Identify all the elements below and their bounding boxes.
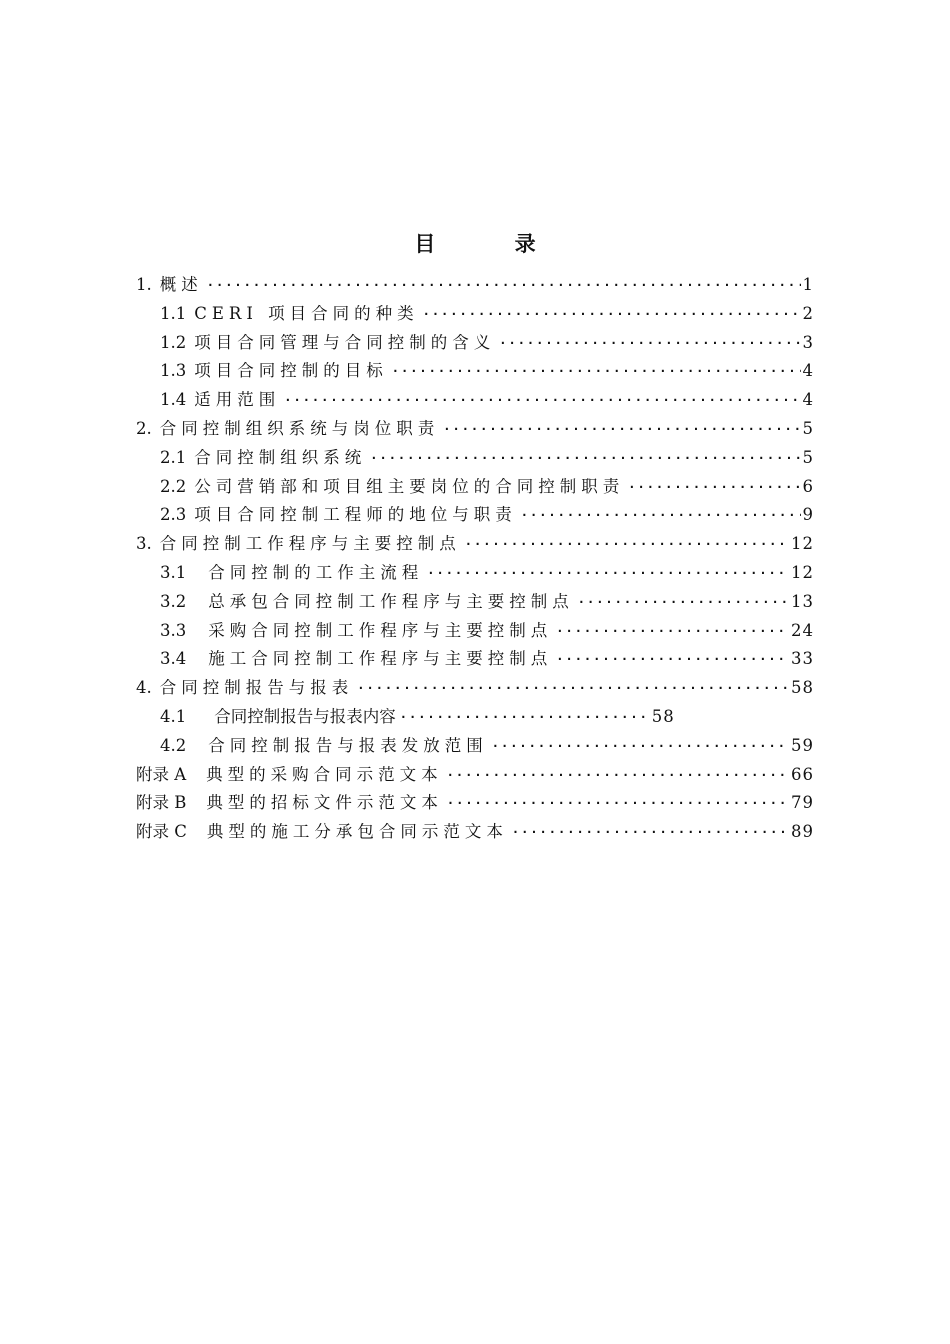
toc-entry-number: 3.2 [160,591,187,611]
toc-leader-dots [447,764,789,780]
toc-entry-number: 1.3 [160,361,187,381]
toc-leader-dots [521,504,801,520]
toc-entry-label: 合同控制报告与报表发放范围 [208,735,488,755]
toc-entry-page: 9 [802,505,814,525]
toc-entry[interactable] [136,645,814,674]
toc-entry[interactable] [136,559,814,588]
toc-leader-dots [499,332,800,348]
toc-entry-page: 59 [791,735,814,755]
toc-leader-dots [357,677,789,693]
toc-entry[interactable] [136,732,814,761]
toc-leader-dots [512,821,789,837]
toc-entry-label: CERI 项目合同的种类 [194,303,419,323]
toc-entry[interactable] [136,300,814,329]
toc-entry-number: 1.4 [160,390,187,410]
toc-entry-page: 6 [802,476,814,496]
toc-entry[interactable] [136,501,814,530]
toc-entry-number: 附录 C [136,822,187,842]
toc-entry-label: 典型的招标文件示范文本 [206,793,443,813]
toc-entry[interactable] [136,386,814,415]
toc-entry-number: 附录 A [136,764,187,784]
toc-entry-label: 项目合同控制工程师的地位与职责 [194,505,517,525]
toc-entry[interactable] [136,761,814,790]
toc-entry-page: 89 [791,822,814,842]
toc-entry-label: 项目合同控制的目标 [194,361,388,381]
toc-entry-label: 合同控制工作程序与主要控制点 [159,534,461,554]
toc-entry[interactable] [136,473,814,502]
toc-entry[interactable] [136,329,814,358]
toc-entry-label: 适用范围 [194,390,281,410]
toc-leader-dots [556,648,789,664]
toc-entry-page: 12 [791,534,814,554]
toc-entry[interactable] [136,357,814,386]
toc-entry-label: 典型的采购合同示范文本 [206,764,443,784]
toc-entry[interactable] [136,818,814,847]
toc-entry-number: 2.3 [160,505,187,525]
toc-entry[interactable] [136,617,814,646]
toc-entry-label: 合同控制的工作主流程 [208,562,424,582]
toc-entry-label: 施工合同控制工作程序与主要控制点 [208,649,553,669]
toc-entry-page: 13 [791,591,814,611]
toc-entry-page: 58 [791,678,814,698]
table-of-contents [136,271,814,847]
toc-leader-dots [628,476,800,492]
toc-entry-number: 4.2 [160,735,187,755]
toc-entry-page: 2 [802,303,814,323]
toc-entry-page: 5 [802,418,814,438]
toc-entry-label: 公司营销部和项目组主要岗位的合同控制职责 [194,476,625,496]
page-title: 目 录 [414,232,572,256]
toc-entry[interactable] [136,789,814,818]
toc-entry[interactable] [136,703,814,732]
toc-entry-number: 3. [136,534,152,554]
toc-entry-number: 3.3 [160,620,187,640]
toc-entry-page: 4 [802,390,814,410]
toc-entry-page: 66 [791,764,814,784]
toc-entry-number: 3.1 [160,562,187,582]
toc-entry[interactable] [136,588,814,617]
toc-entry-number: 1. [136,275,152,294]
toc-entry-label: 概述 [159,275,203,294]
toc-entry[interactable] [136,674,814,703]
toc-entry-page: 4 [802,361,814,381]
toc-entry[interactable] [136,271,814,300]
toc-entry-number: 2.1 [160,447,187,467]
toc-entry-label: 典型的施工分承包合同示范文本 [206,822,508,842]
toc-entry-page: 3 [802,332,814,352]
toc-entry-page: 5 [802,447,814,467]
toc-leader-dots [492,735,789,751]
toc-entry-page: 12 [791,562,814,582]
toc-leader-dots [556,620,789,636]
toc-entry-number: 1.2 [160,332,187,352]
toc-entry-number: 1.1 [160,303,187,323]
toc-entry-label: 合同控制组织系统 [194,447,367,467]
toc-leader-dots [370,447,800,463]
toc-leader-dots [447,792,789,808]
toc-entry-label: 项目合同管理与合同控制的含义 [194,332,496,352]
toc-leader-dots [400,706,650,722]
toc-entry-page: 24 [791,620,814,640]
toc-leader-dots [443,418,800,434]
toc-entry-number: 2.2 [160,476,187,496]
toc-leader-dots [427,562,789,578]
toc-entry[interactable] [136,530,814,559]
toc-entry[interactable] [136,415,814,444]
toc-entry-label: 采购合同控制工作程序与主要控制点 [208,620,553,640]
toc-entry[interactable] [136,444,814,473]
toc-leader-dots [465,533,789,549]
toc-leader-dots [392,360,801,376]
toc-leader-dots [423,303,801,319]
toc-leader-dots [284,389,800,405]
toc-leader-dots [207,274,801,290]
toc-entry-page: 58 [651,706,675,726]
toc-entry-page: 79 [791,793,814,813]
toc-entry-label: 合同控制报告与报表内容 [214,706,396,726]
toc-entry-page: 33 [791,649,814,669]
toc-entry-number: 2. [136,418,152,438]
toc-entry-number: 附录 B [136,793,187,813]
toc-leader-dots [578,591,789,607]
toc-entry-label: 合同控制组织系统与岗位职责 [159,418,440,438]
toc-entry-label: 合同控制报告与报表 [159,678,354,698]
toc-entry-page: 1 [802,275,814,294]
toc-entry-label: 总承包合同控制工作程序与主要控制点 [208,591,574,611]
toc-entry-number: 4. [136,678,152,698]
toc-entry-number: 3.4 [160,649,187,669]
toc-entry-number: 4.1 [160,706,187,726]
